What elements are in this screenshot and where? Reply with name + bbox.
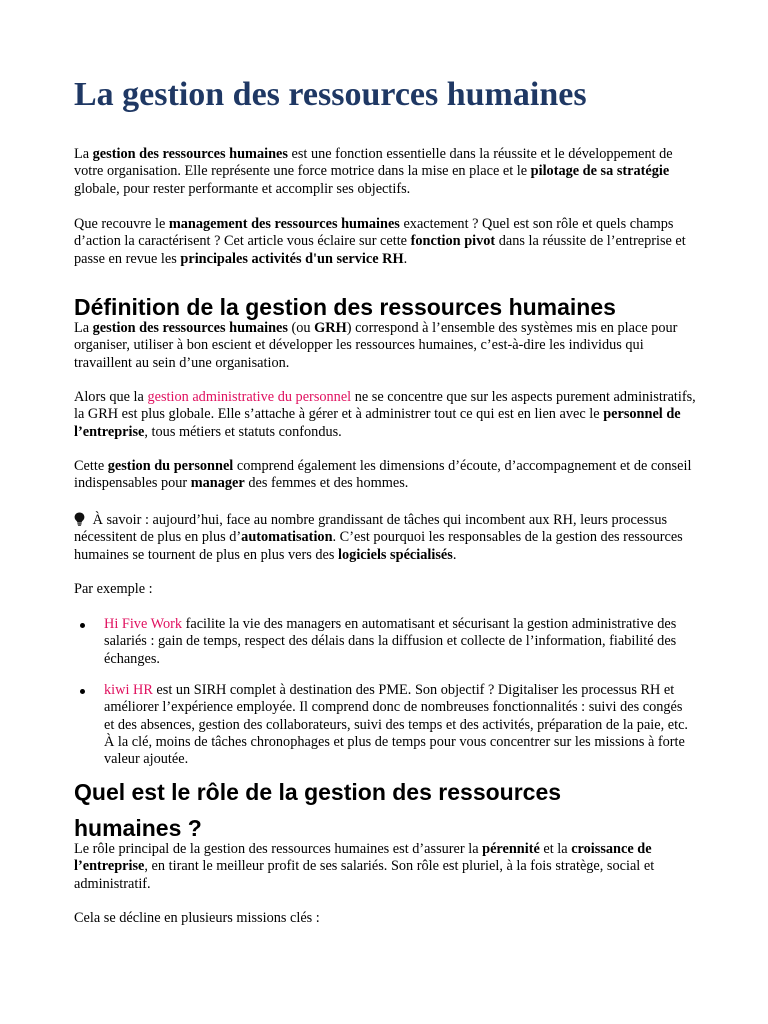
bold-text: pérennité: [482, 841, 540, 857]
text: des femmes et des hommes.: [244, 475, 409, 492]
section-heading-role: Quel est le rôle de la gestion des ressources humaines ?: [74, 779, 562, 841]
text: Cette: [74, 458, 108, 474]
bold-text: gestion du personnel: [107, 458, 234, 474]
text: ne se concentre que sur les aspects purement administratifs, la GRH est plus globale. Elle s’attache à gérer et à administrer tout ce qui est en lien avec le: [74, 389, 696, 423]
text: exactement ? Quel est son rôle et quels champs d’action la caractérisent ? Cet article vous éclaire sur cette: [74, 216, 674, 250]
text: La: [74, 146, 93, 162]
text: La: [74, 320, 93, 336]
bold-text: logiciels spécialisés: [338, 546, 453, 563]
role-paragraph-2: Cela se décline en plusieurs missions clés :: [74, 910, 320, 926]
link-gestion-administrative[interactable]: gestion administrative du personnel: [147, 389, 352, 405]
page-title: La gestion des ressources humaines: [74, 76, 587, 113]
text: Que recouvre le: [74, 216, 169, 232]
bold-text: manager: [190, 475, 245, 492]
text: À savoir : aujourd’hui, face au nombre grandissant de tâches qui incombent aux RH, leurs processus nécessitent de plus en plus d’: [74, 512, 668, 546]
bold-text: principales activités d'un service RH: [180, 250, 404, 267]
text: (ou: [287, 320, 315, 336]
bullet-icon: [80, 623, 85, 628]
text: est un SIRH complet à destination des PME. Son objectif ? Digitaliser les processus RH et améliorer l’expérience employée. Il comprend donc de nombreuses fonctionnalités : suivi des congés et des absences, gestion des collaborateurs, suivi des temps et des activités, préparation de la paie, etc. À la clé, moins de tâches chronophages et plus de temps pour vous concentrer sur les missions à forte valeur ajoutée.: [104, 682, 688, 768]
text: . C’est pourquoi les responsables de la gestion des ressources humaines se tournent de plus en plus vers des: [74, 529, 683, 563]
definition-paragraph-1: [74, 320, 704, 372]
tip-paragraph: [74, 512, 704, 564]
text: Alors que la: [74, 389, 148, 405]
bold-text: GRH: [314, 320, 347, 336]
bold-text: pilotage de sa stratégie: [530, 163, 670, 180]
example-intro: Par exemple :: [74, 581, 153, 597]
text: globale, pour rester performante et accomplir ses objectifs.: [74, 180, 411, 197]
lightbulb-icon: [74, 512, 85, 526]
text: .: [452, 546, 457, 563]
section-heading-definition: Définition de la gestion des ressources humaines: [74, 294, 616, 320]
bold-text: automatisation: [241, 529, 333, 546]
bold-text: croissance de l’entreprise: [74, 841, 652, 875]
bold-text: gestion des ressources humaines: [92, 146, 288, 162]
link-hi-five-work[interactable]: Hi Five Work: [104, 616, 183, 632]
bullet-icon: [80, 689, 85, 694]
definition-paragraph-2: [74, 389, 704, 441]
link-kiwi-hr[interactable]: kiwi HR: [104, 682, 153, 698]
text: et la: [539, 841, 572, 857]
intro-paragraph-2: [74, 216, 704, 268]
text: facilite la vie des managers en automatisant et sécurisant la gestion administrative des salariés : gain de temps, respect des délais dans la diffusion et collecte de l’information, fiabilité des échanges.: [104, 616, 677, 667]
text: Le rôle principal de la gestion des ressources humaines est d’assurer la: [74, 841, 483, 857]
text: .: [403, 250, 408, 267]
text: est une fonction essentielle dans la réussite et le développement de votre organisation. Elle représente une force motrice dans la mise en place et le: [74, 146, 673, 180]
definition-paragraph-3: [74, 458, 704, 493]
bold-text: fonction pivot: [410, 233, 496, 250]
list-item: [104, 616, 694, 668]
intro-paragraph-1: [74, 146, 704, 198]
list-item: [104, 682, 694, 768]
bold-text: gestion des ressources humaines: [92, 320, 288, 336]
text: , tous métiers et statuts confondus.: [144, 423, 342, 440]
role-paragraph-1: [74, 841, 704, 893]
text: comprend également les dimensions d’écoute, d’accompagnement et de conseil indispensables pour: [74, 458, 692, 492]
bold-text: personnel de l’entreprise: [74, 406, 681, 440]
bold-text: management des ressources humaines: [168, 216, 400, 232]
text: , en tirant le meilleur profit de ses salariés. Son rôle est pluriel, à la fois stratège, social et administratif.: [74, 858, 655, 892]
text: dans la réussite de l’entreprise et passe en revue les: [74, 233, 686, 267]
text: ) correspond à l’ensemble des systèmes mis en place pour organiser, utiliser à bon escient et développer les ressources humaines, c’est-à-dire les individus qui travaillent au sein d’une organisation.: [74, 320, 678, 371]
